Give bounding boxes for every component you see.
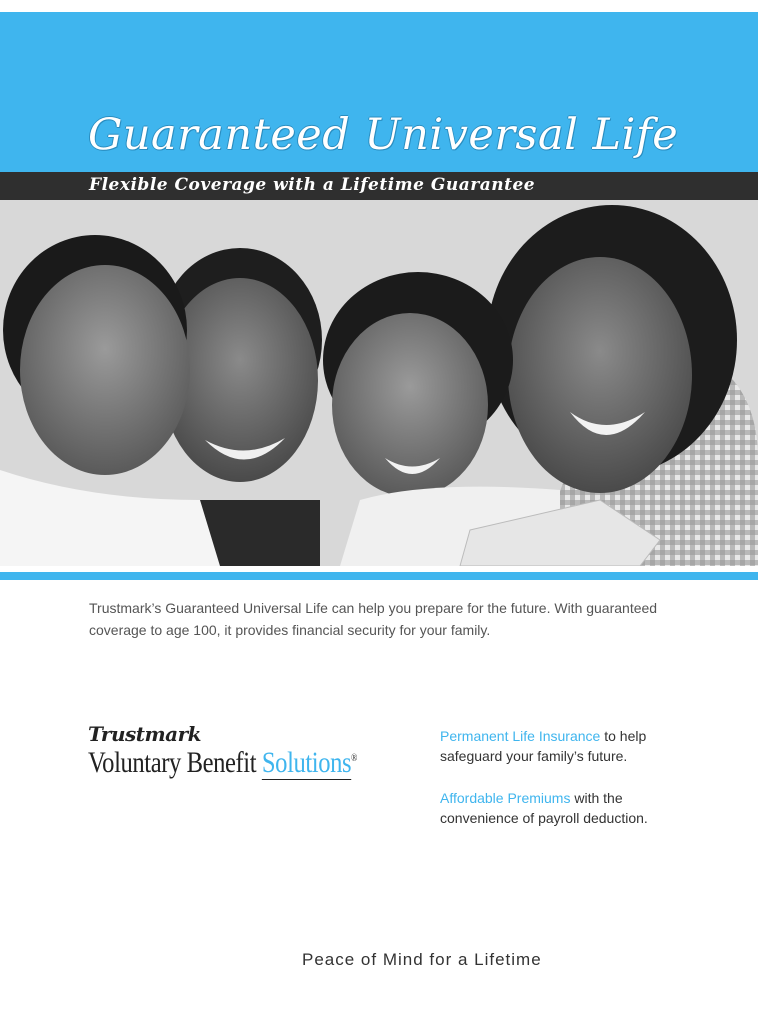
divider-blue bbox=[0, 572, 758, 580]
trustmark-logo bbox=[88, 722, 416, 780]
logo-brand: Trustmark bbox=[88, 722, 202, 746]
tagline: Peace of Mind for a Lifetime bbox=[302, 950, 542, 969]
logo-line1: Voluntary Benefit bbox=[88, 746, 262, 779]
divider-white bbox=[0, 566, 758, 571]
benefit-text: to help safeguard your family’s future. bbox=[440, 728, 647, 764]
logo-registered-mark: ® bbox=[351, 753, 358, 764]
page-title: Guaranteed Universal Life bbox=[88, 110, 679, 160]
benefit-item bbox=[440, 788, 700, 828]
logo-line2: Solutions bbox=[261, 746, 352, 779]
page-subtitle: Flexible Coverage with a Lifetime Guarantee bbox=[89, 175, 536, 195]
family-photo bbox=[0, 200, 758, 566]
intro-paragraph: Trustmark’s Guaranteed Universal Life can help you prepare for the future. With guaranteed coverage to age 100, it provides financial security for your family. bbox=[89, 600, 658, 638]
benefit-text: with the convenience of payroll deduction. bbox=[440, 790, 648, 826]
benefit-item bbox=[440, 726, 700, 766]
logo-product-name bbox=[88, 746, 357, 780]
benefit-highlight: Permanent Life Insurance bbox=[440, 728, 601, 744]
family-photo-illustration bbox=[0, 200, 758, 566]
benefits-list bbox=[440, 726, 700, 850]
benefit-highlight: Affordable Premiums bbox=[440, 790, 571, 806]
